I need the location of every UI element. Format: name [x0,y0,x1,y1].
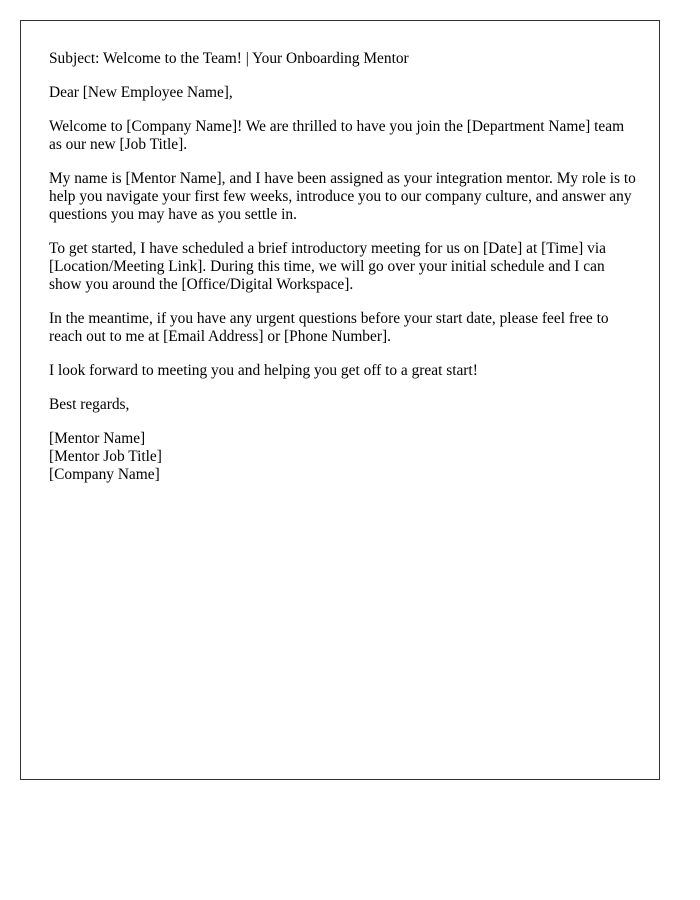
signature-company: [Company Name] [49,466,160,483]
letter-signature [49,430,639,484]
letter-page [20,20,660,780]
letter-salutation: Dear [New Employee Name], [49,84,233,101]
letter-paragraph-closing-remark: I look forward to meeting you and helping you get off to a great start! [49,362,478,379]
letter-closing: Best regards, [49,396,130,413]
letter-paragraph-welcome: Welcome to [Company Name]! We are thrilled to have you join the [Department Name] team as our new [Job Title]. [49,118,625,153]
letter-paragraph-meeting: To get started, I have scheduled a brief introductory meeting for us on [Date] at [Time] via [Location/Meeting Link]. During this time, we will go over your initial schedule and I can show you around the [Office/Digital Workspace]. [49,240,606,293]
signature-title: [Mentor Job Title] [49,448,162,465]
letter-paragraph-contact: In the meantime, if you have any urgent questions before your start date, please feel free to reach out to me at [Email Address] or [Phone Number]. [49,310,609,345]
letter-subject: Subject: Welcome to the Team! | Your Onboarding Mentor [49,50,409,67]
letter-paragraph-mentor-intro: My name is [Mentor Name], and I have been assigned as your integration mentor. My role is to help you navigate your first few weeks, introduce you to our company culture, and answer any questions you may have as you settle in. [49,170,636,223]
letter-body [49,50,639,484]
signature-name: [Mentor Name] [49,430,146,447]
